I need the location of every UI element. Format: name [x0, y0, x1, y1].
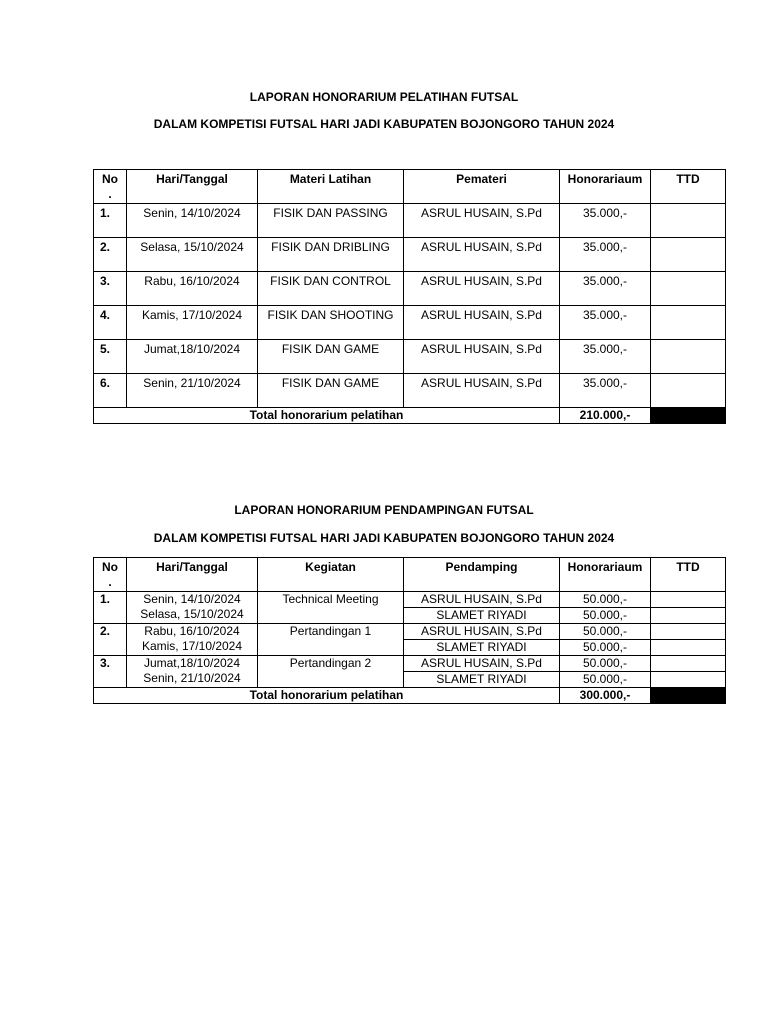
row-activity: Pertandingan 2 — [258, 656, 404, 688]
row-signature-cell — [651, 592, 726, 608]
row-fee: 50.000,- — [560, 656, 651, 672]
row-date: Rabu, 16/10/2024 — [144, 624, 240, 638]
row-fee: 50.000,- — [560, 592, 651, 608]
header-date: Hari/Tanggal — [127, 170, 258, 204]
table-row — [94, 624, 726, 640]
row-no: 3. — [94, 656, 127, 688]
accompaniment-fee-table — [93, 557, 726, 704]
row-date: Senin, 21/10/2024 — [143, 671, 241, 685]
report2-title: LAPORAN HONORARIUM PENDAMPINGAN FUTSAL — [234, 503, 534, 517]
row-date: Selasa, 15/10/2024 — [127, 238, 258, 272]
table-row — [94, 656, 726, 672]
row-speaker: ASRUL HUSAIN, S.Pd — [404, 306, 560, 340]
report2-subtitle: DALAM KOMPETISI FUTSAL HARI JADI KABUPATEN BOJONGORO TAHUN 2024 — [153, 531, 615, 545]
row-fee: 35.000,- — [560, 204, 651, 238]
table-row — [94, 374, 726, 408]
row-no: 4. — [94, 306, 127, 340]
row-signature-cell — [651, 624, 726, 640]
report1-subtitle: DALAM KOMPETISI FUTSAL HARI JADI KABUPATEN BOJONGORO TAHUN 2024 — [153, 117, 615, 131]
row-companion: ASRUL HUSAIN, S.Pd — [404, 656, 560, 672]
row-material: FISIK DAN PASSING — [258, 204, 404, 238]
row-no: 1. — [94, 592, 127, 624]
row-fee: 50.000,- — [560, 624, 651, 640]
row-fee: 35.000,- — [560, 374, 651, 408]
row-date: Senin, 14/10/2024 — [127, 204, 258, 238]
row-date: Senin, 14/10/2024 — [143, 592, 241, 606]
row-date: Kamis, 17/10/2024 — [141, 639, 243, 653]
row-material: FISIK DAN CONTROL — [258, 272, 404, 306]
row-date: Jumat,18/10/2024 — [143, 656, 241, 670]
table-row — [94, 306, 726, 340]
row-no: 1. — [94, 204, 127, 238]
table-row — [94, 238, 726, 272]
table-row — [94, 204, 726, 238]
header-fee: Honorariaum — [560, 558, 651, 592]
row-fee: 35.000,- — [560, 238, 651, 272]
total-row — [94, 408, 726, 424]
row-speaker: ASRUL HUSAIN, S.Pd — [404, 374, 560, 408]
header-no: No . — [94, 558, 127, 592]
row-material: FISIK DAN SHOOTING — [258, 306, 404, 340]
table-row — [94, 272, 726, 306]
row-fee: 50.000,- — [560, 608, 651, 624]
row-signature-cell — [651, 204, 726, 238]
row-dates — [127, 624, 258, 656]
total-signature-blackout — [651, 408, 726, 424]
row-date: Kamis, 17/10/2024 — [127, 306, 258, 340]
total-value: 210.000,- — [560, 408, 651, 424]
table-row — [94, 592, 726, 608]
row-fee: 50.000,- — [560, 672, 651, 688]
row-companion: SLAMET RIYADI — [404, 640, 560, 656]
row-activity: Technical Meeting — [258, 592, 404, 624]
row-no: 3. — [94, 272, 127, 306]
row-companion: SLAMET RIYADI — [404, 672, 560, 688]
row-material: FISIK DAN GAME — [258, 374, 404, 408]
row-no: 2. — [94, 624, 127, 656]
header-sign: TTD — [651, 558, 726, 592]
row-fee: 35.000,- — [560, 306, 651, 340]
table-header-row — [94, 170, 726, 204]
row-speaker: ASRUL HUSAIN, S.Pd — [404, 238, 560, 272]
total-value: 300.000,- — [560, 688, 651, 704]
row-signature-cell — [651, 640, 726, 656]
header-date: Hari/Tanggal — [127, 558, 258, 592]
row-fee: 35.000,- — [560, 340, 651, 374]
row-companion: SLAMET RIYADI — [404, 608, 560, 624]
row-date: Senin, 21/10/2024 — [127, 374, 258, 408]
row-signature-cell — [651, 374, 726, 408]
row-speaker: ASRUL HUSAIN, S.Pd — [404, 340, 560, 374]
row-dates — [127, 592, 258, 624]
row-fee: 35.000,- — [560, 272, 651, 306]
row-material: FISIK DAN DRIBLING — [258, 238, 404, 272]
row-speaker: ASRUL HUSAIN, S.Pd — [404, 272, 560, 306]
total-row — [94, 688, 726, 704]
row-material: FISIK DAN GAME — [258, 340, 404, 374]
row-date: Selasa, 15/10/2024 — [140, 607, 244, 621]
total-label: Total honorarium pelatihan — [94, 408, 560, 424]
row-no: 5. — [94, 340, 127, 374]
header-sign: TTD — [651, 170, 726, 204]
row-signature-cell — [651, 608, 726, 624]
row-signature-cell — [651, 656, 726, 672]
row-signature-cell — [651, 238, 726, 272]
row-fee: 50.000,- — [560, 640, 651, 656]
table-row — [94, 340, 726, 374]
row-companion: ASRUL HUSAIN, S.Pd — [404, 624, 560, 640]
header-activity: Kegiatan — [258, 558, 404, 592]
table-header-row — [94, 558, 726, 592]
row-date: Jumat,18/10/2024 — [127, 340, 258, 374]
row-no: 2. — [94, 238, 127, 272]
row-dates — [127, 656, 258, 688]
header-companion: Pendamping — [404, 558, 560, 592]
header-material: Materi Latihan — [258, 170, 404, 204]
row-signature-cell — [651, 672, 726, 688]
row-date: Rabu, 16/10/2024 — [127, 272, 258, 306]
row-signature-cell — [651, 340, 726, 374]
row-activity: Pertandingan 1 — [258, 624, 404, 656]
total-signature-blackout — [651, 688, 726, 704]
training-fee-table — [93, 169, 726, 424]
header-no: No . — [94, 170, 127, 204]
total-label: Total honorarium pelatihan — [94, 688, 560, 704]
header-fee: Honorariaum — [560, 170, 651, 204]
row-no: 6. — [94, 374, 127, 408]
report1-title: LAPORAN HONORARIUM PELATIHAN FUTSAL — [249, 90, 519, 104]
row-signature-cell — [651, 272, 726, 306]
row-signature-cell — [651, 306, 726, 340]
row-companion: ASRUL HUSAIN, S.Pd — [404, 592, 560, 608]
row-speaker: ASRUL HUSAIN, S.Pd — [404, 204, 560, 238]
header-speaker: Pemateri — [404, 170, 560, 204]
